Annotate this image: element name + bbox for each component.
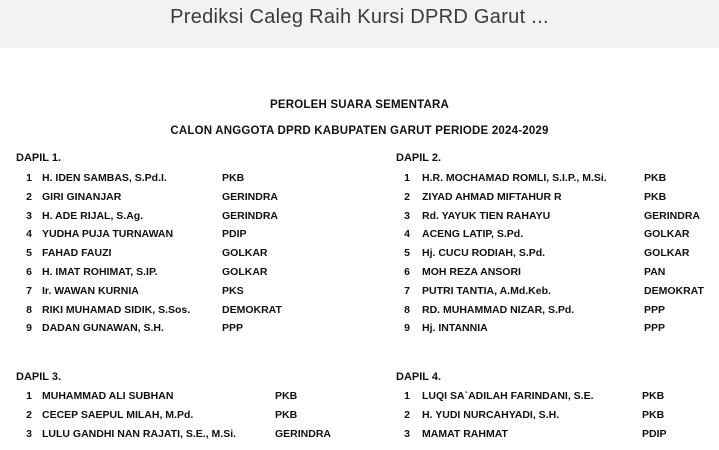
candidate-name: YUDHA PUJA TURNAWAN [42, 228, 174, 241]
candidate-name: FAHAD FAUZI [42, 247, 112, 260]
candidate-name: ZIYAD AHMAD MIFTAHUR R [422, 190, 562, 203]
candidate-name: H. YUDI NURCAHYADI, S.H. [422, 409, 560, 421]
top-bar [0, 0, 719, 48]
candidate-name: MOH REZA ANSORI [422, 266, 521, 278]
candidate-number: 5 [26, 247, 32, 260]
candidate-row [396, 304, 716, 322]
candidate-row [396, 172, 716, 190]
candidate-row [396, 428, 716, 446]
candidate-party: PPP [644, 303, 666, 316]
candidate-row [396, 247, 716, 265]
candidate-number: 1 [26, 172, 32, 184]
dapil-title: DAPIL 3. [16, 371, 62, 383]
candidate-row [16, 210, 336, 228]
candidate-party: PAN [644, 266, 666, 278]
candidate-name: H. IDEN SAMBAS, S.Pd.I. [42, 172, 167, 184]
candidate-name: PUTRI TANTIA, A.Md.Keb. [422, 284, 551, 297]
candidate-name: RIKI MUHAMAD SIDIK, S.Sos. [42, 303, 191, 316]
candidate-party: PKB [222, 172, 245, 184]
candidate-name: LULU GANDHI NAN RAJATI, S.E., M.Si. [42, 428, 237, 440]
candidate-row [16, 390, 336, 408]
candidate-row [396, 322, 716, 340]
candidate-name: GIRI GINANJAR [42, 190, 122, 203]
candidate-party: GERINDRA [222, 190, 279, 203]
candidate-number: 4 [26, 228, 32, 241]
candidate-row [16, 228, 336, 246]
candidate-number: 8 [26, 303, 32, 316]
candidate-row [396, 266, 716, 284]
candidate-party: PKS [222, 284, 244, 297]
candidate-number: 8 [404, 303, 410, 316]
candidate-party: PDIP [642, 428, 667, 440]
candidate-name: Ir. WAWAN KURNIA [42, 284, 139, 297]
candidate-party: GOLKAR [644, 228, 690, 241]
candidate-row [396, 390, 716, 408]
candidate-party: DEMOKRAT [644, 284, 704, 297]
candidate-name: H. ADE RIJAL, S.Ag. [42, 209, 144, 222]
candidate-name: Hj. CUCU RODIAH, S.Pd. [422, 247, 546, 260]
candidate-number: 6 [404, 266, 410, 278]
candidate-number: 9 [404, 322, 410, 335]
candidate-number: 9 [26, 322, 32, 335]
candidate-row [396, 210, 716, 228]
candidate-party: GOLKAR [222, 247, 268, 260]
candidate-number: 2 [404, 409, 410, 421]
candidate-number: 6 [26, 266, 32, 278]
candidate-name: MUHAMMAD ALI SUBHAN [42, 390, 174, 402]
candidate-party: PDIP [222, 228, 247, 241]
page-title: Prediksi Caleg Raih Kursi DPRD Garut ... [170, 6, 549, 28]
candidate-number: 5 [404, 247, 410, 260]
candidate-name: Hj. INTANNIA [422, 322, 488, 335]
candidate-number: 2 [404, 190, 410, 203]
candidate-party: PKB [275, 409, 298, 421]
candidate-number: 1 [26, 390, 32, 402]
candidate-row [16, 304, 336, 322]
candidate-party: PKB [642, 409, 665, 421]
candidate-party: GOLKAR [222, 266, 268, 278]
candidate-row [396, 228, 716, 246]
candidate-row [396, 285, 716, 303]
candidate-number: 7 [404, 284, 410, 297]
candidate-name: DADAN GUNAWAN, S.H. [42, 322, 164, 335]
candidate-party: GERINDRA [222, 209, 279, 222]
candidate-row [16, 428, 336, 446]
candidate-name: H. IMAT ROHIMAT, S.IP. [42, 266, 158, 278]
candidate-name: MAMAT RAHMAT [422, 428, 508, 440]
candidate-party: GERINDRA [275, 428, 332, 440]
candidate-party: PPP [644, 322, 666, 335]
candidate-row [396, 191, 716, 209]
candidate-number: 1 [404, 390, 410, 402]
candidate-row [16, 322, 336, 340]
candidate-number: 3 [26, 428, 32, 440]
candidate-row [396, 409, 716, 427]
dapil-title: DAPIL 4. [396, 371, 442, 383]
candidate-row [16, 285, 336, 303]
candidate-row [16, 191, 336, 209]
document-image [0, 48, 719, 450]
candidate-name: RD. MUHAMMAD NIZAR, S.Pd. [422, 303, 575, 316]
candidate-number: 2 [26, 409, 32, 421]
candidate-party: GOLKAR [644, 247, 690, 260]
candidate-number: 1 [404, 172, 410, 184]
document-subheading: CALON ANGGOTA DPRD KABUPATEN GARUT PERIODE 2024-2029 [170, 125, 549, 137]
candidate-name: LUQI SA`ADILAH FARINDANI, S.E. [422, 390, 594, 402]
document-heading: PEROLEH SUARA SEMENTARA [269, 99, 450, 111]
candidate-number: 7 [26, 284, 32, 297]
candidate-row [16, 266, 336, 284]
dapil-title: DAPIL 2. [396, 152, 442, 164]
candidate-row [16, 409, 336, 427]
dapil-title: DAPIL 1. [16, 152, 62, 164]
candidate-party: PKB [642, 390, 665, 402]
candidate-party: DEMOKRAT [222, 303, 282, 316]
candidate-number: 2 [26, 190, 32, 203]
candidate-number: 3 [26, 209, 32, 222]
candidate-name: CECEP SAEPUL MILAH, M.Pd. [42, 409, 194, 421]
candidate-party: GERINDRA [644, 209, 701, 222]
candidate-name: Rd. YAYUK TIEN RAHAYU [422, 209, 551, 222]
candidate-number: 4 [404, 228, 410, 241]
candidate-party: PKB [275, 390, 298, 402]
candidate-name: H.R. MOCHAMAD ROMLI, S.I.P., M.Si. [422, 172, 607, 184]
candidate-party: PKB [644, 172, 667, 184]
candidate-row [16, 247, 336, 265]
candidate-name: ACENG LATIP, S.Pd. [422, 228, 524, 241]
candidate-party: PPP [222, 322, 244, 335]
candidate-number: 3 [404, 428, 410, 440]
candidate-row [16, 172, 336, 190]
candidate-party: PKB [644, 190, 667, 203]
candidate-number: 3 [404, 209, 410, 222]
